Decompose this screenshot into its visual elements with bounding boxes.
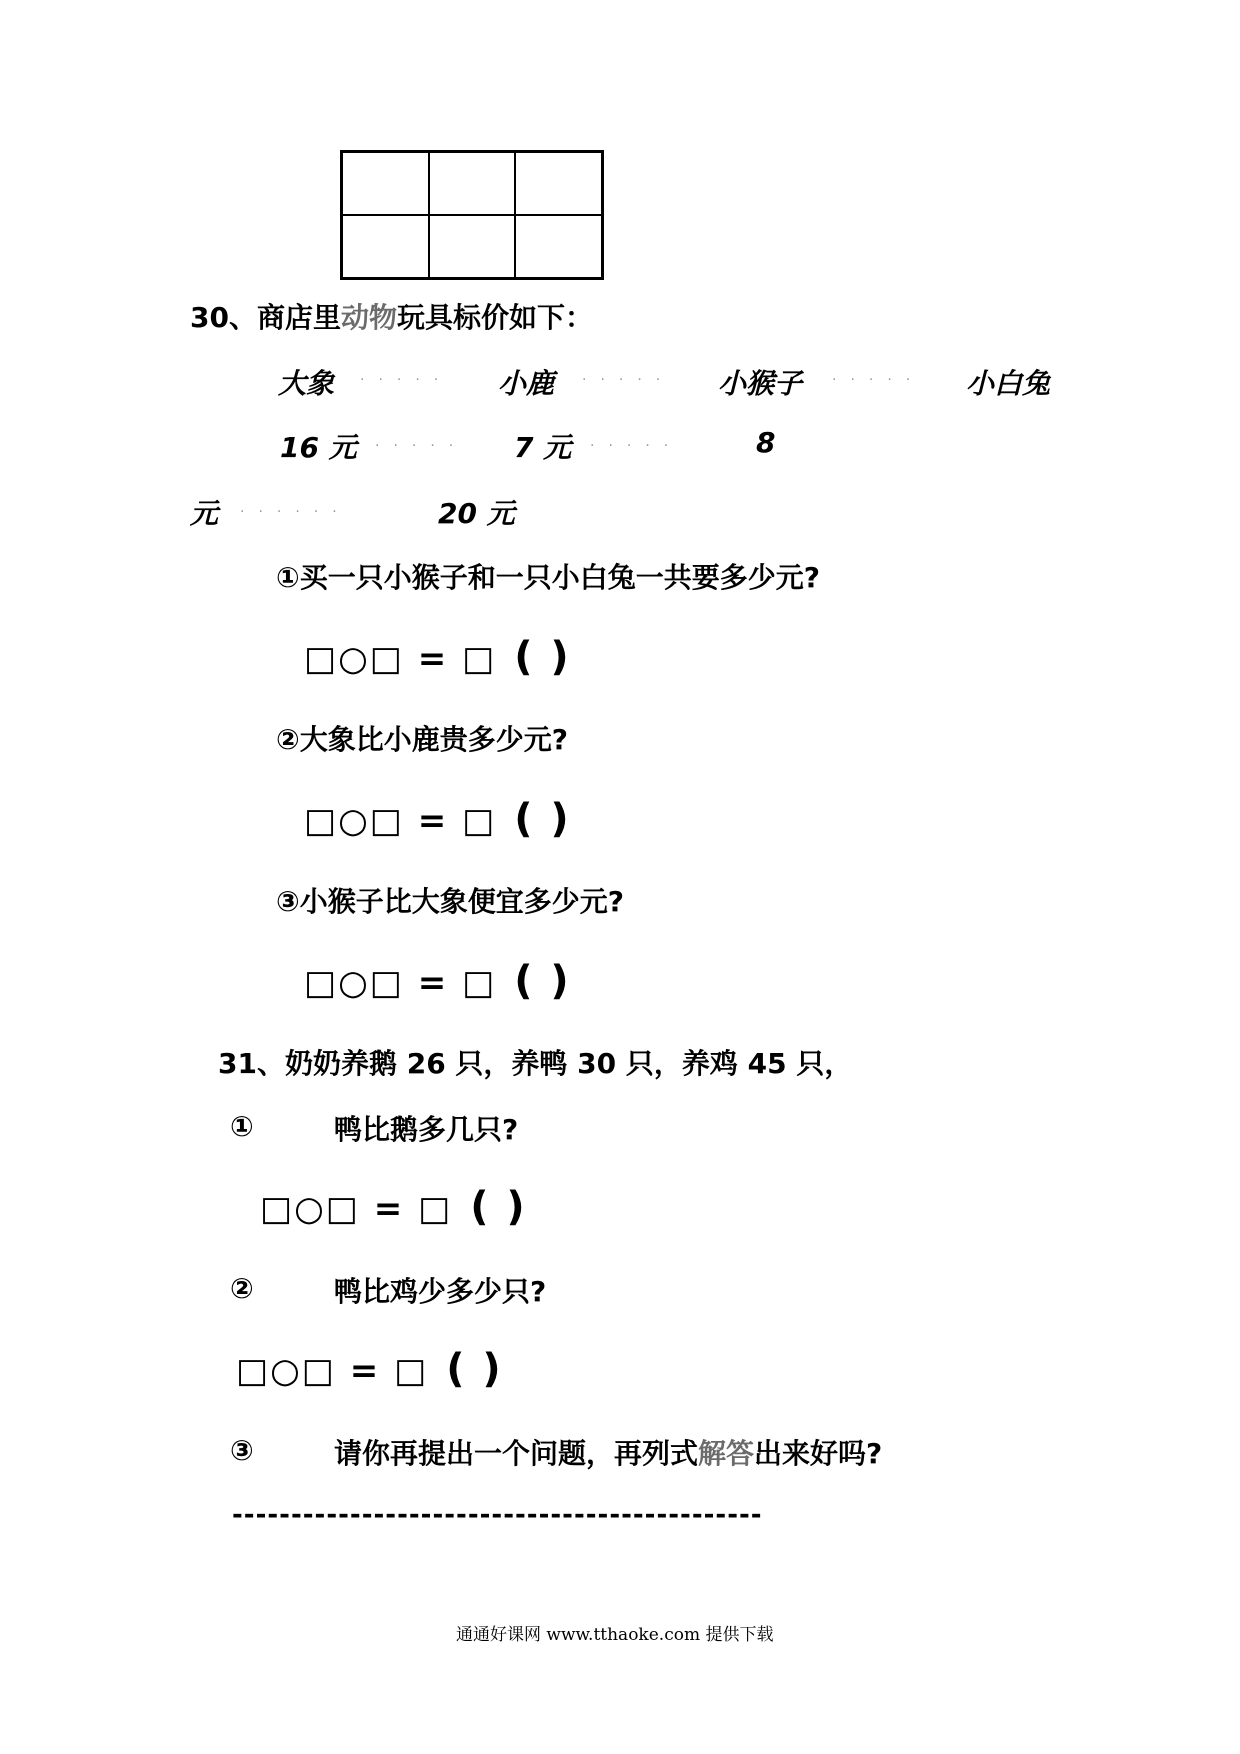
- price-deer: 7 元: [514, 431, 572, 464]
- grid-cell: [342, 152, 429, 215]
- problem-31-q2-mark: ②: [230, 1272, 254, 1305]
- answer-line: ---------------------------------------------: [232, 1500, 763, 1530]
- equation-blank-5: [236, 1346, 503, 1392]
- animal-rabbit: 小白兔: [966, 367, 1051, 400]
- answer-parentheses: ( ): [470, 1184, 527, 1230]
- animal-elephant: 大象: [278, 367, 335, 400]
- problem-31-question-1: 鸭比鹅多几只?: [334, 1113, 519, 1146]
- equation-template: □○□ = □: [236, 1351, 429, 1391]
- problem-30-number: 30、: [190, 301, 257, 334]
- dot-leader: ·····: [360, 372, 453, 388]
- question-3-text-before: 请你再提出一个问题，再列式: [334, 1437, 699, 1470]
- answer-parentheses: ( ): [514, 796, 571, 842]
- question-3-text-after: 出来好吗?: [754, 1437, 883, 1470]
- dot-leader: ·····: [582, 372, 675, 388]
- equation-template: □○□ = □: [304, 801, 497, 841]
- problem-30-question-1: ①买一只小猴子和一只小白兔一共要多少元?: [276, 561, 820, 594]
- grid-cell: [515, 152, 602, 215]
- grid-cell: [515, 215, 602, 278]
- problem-30-highlight: 动物: [340, 301, 397, 334]
- animal-deer: 小鹿: [498, 367, 555, 400]
- answer-parentheses: ( ): [514, 958, 571, 1004]
- price-elephant: 16 元: [280, 431, 357, 464]
- dot-leader: ·····: [375, 438, 468, 454]
- problem-30-text-before: 商店里: [256, 301, 341, 334]
- equation-template: □○□ = □: [304, 639, 497, 679]
- dot-leader: ······: [240, 504, 351, 520]
- footer-source: 通通好课网 www.tthaoke.com 提供下载: [456, 1625, 774, 1645]
- price-monkey-unit: 元: [190, 497, 219, 530]
- grid-cell: [429, 152, 516, 215]
- problem-31-q3-mark: ③: [230, 1434, 254, 1467]
- equation-blank-3: [304, 958, 571, 1004]
- price-monkey-number: 8: [756, 426, 776, 459]
- problem-30-question-2: ②大象比小鹿贵多少元?: [276, 723, 568, 756]
- problem-30-question-3: ③小猴子比大象便宜多少元?: [276, 885, 624, 918]
- answer-parentheses: ( ): [514, 634, 571, 680]
- empty-grid-table: [340, 150, 604, 280]
- dot-leader: ·····: [590, 438, 683, 454]
- equation-template: □○□ = □: [304, 963, 497, 1003]
- question-3-highlight: 解答: [698, 1437, 755, 1470]
- dot-leader: ·····: [832, 372, 925, 388]
- problem-31-intro: 31、奶奶养鹅 26 只，养鸭 30 只，养鸡 45 只，: [218, 1047, 853, 1080]
- equation-blank-2: [304, 796, 571, 842]
- equation-blank-1: [304, 634, 571, 680]
- price-rabbit: 20 元: [438, 497, 515, 530]
- equation-template: □○□ = □: [260, 1189, 453, 1229]
- problem-31-question-2: 鸭比鸡少多少只?: [334, 1275, 547, 1308]
- grid-cell: [429, 215, 516, 278]
- problem-31-q1-mark: ①: [230, 1110, 254, 1143]
- grid-cell: [342, 215, 429, 278]
- answer-parentheses: ( ): [446, 1346, 503, 1392]
- problem-31-question-3: [334, 1432, 882, 1472]
- problem-30-title: [190, 296, 593, 336]
- problem-30-text-after: 玩具标价如下：: [397, 301, 594, 334]
- animal-monkey: 小猴子: [718, 367, 803, 400]
- equation-blank-4: [260, 1184, 527, 1230]
